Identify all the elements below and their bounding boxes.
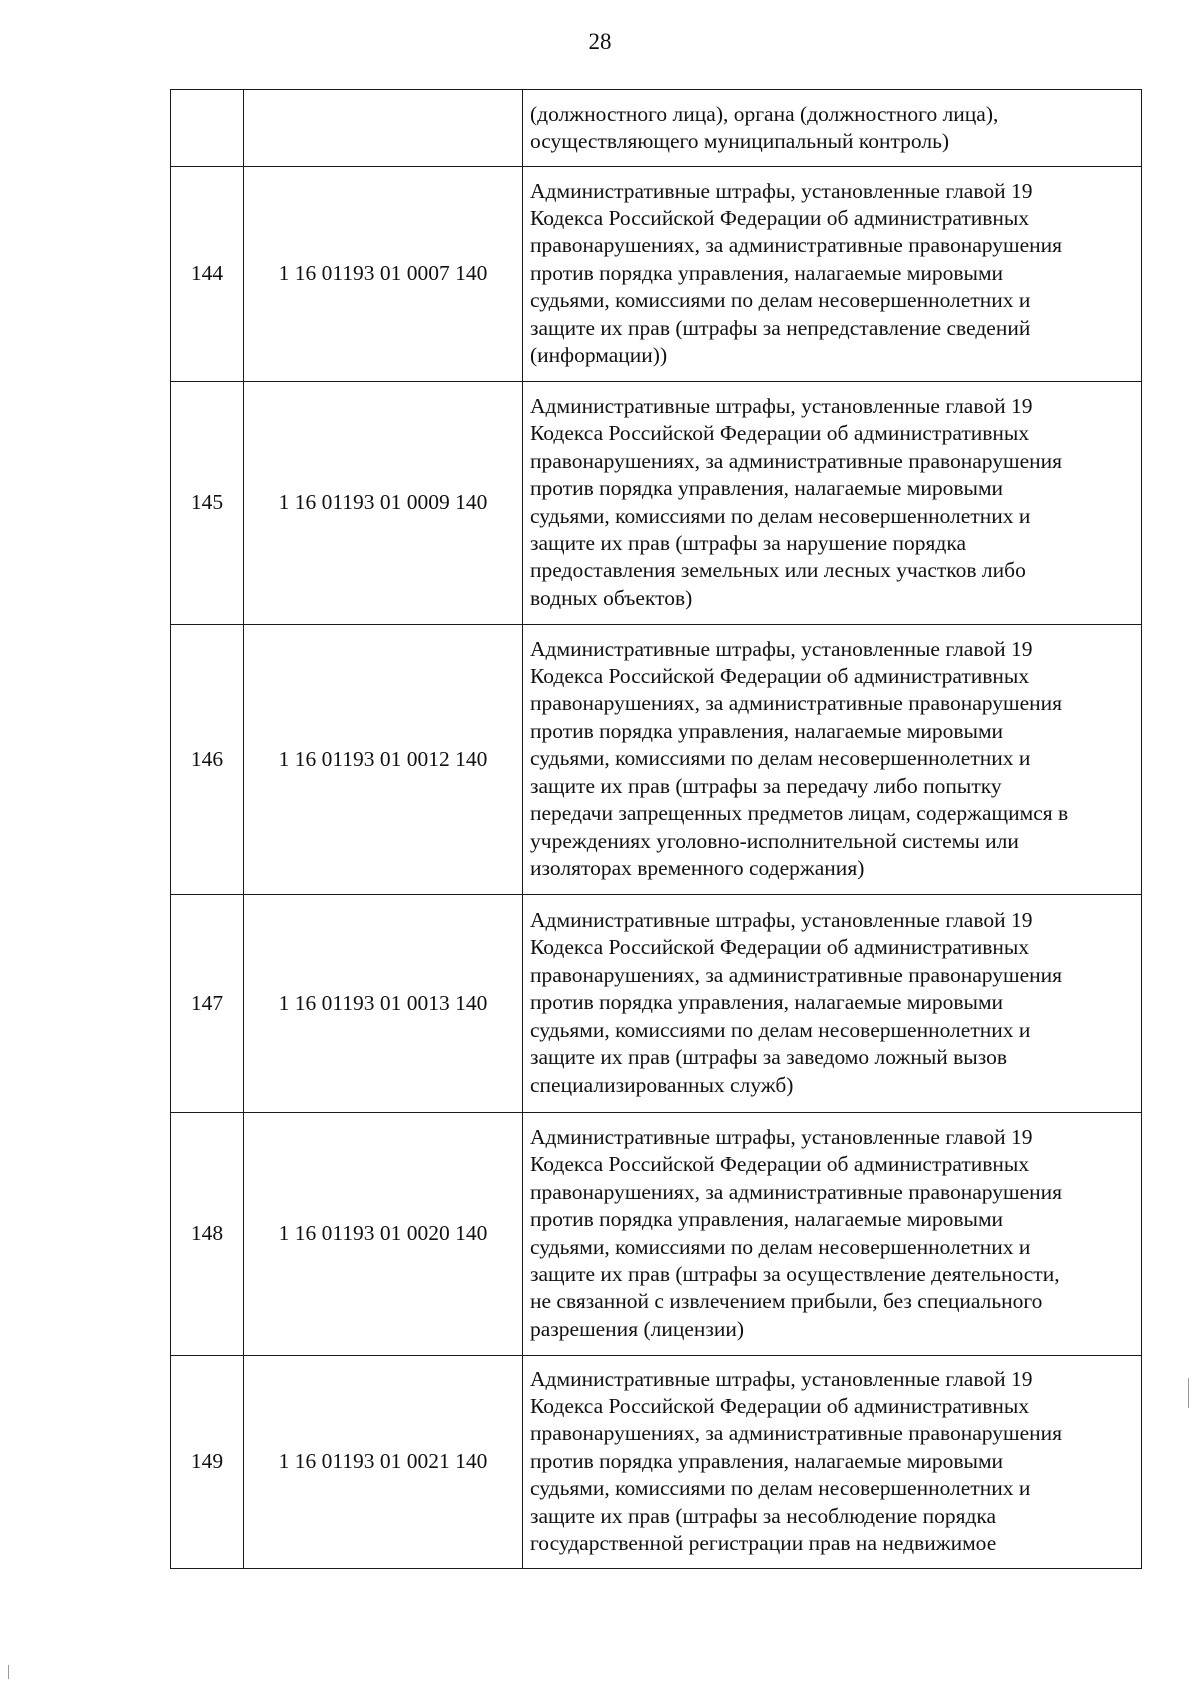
budget-code-cell: 1 16 01193 01 0007 140 xyxy=(244,167,523,382)
table-row xyxy=(171,625,1142,895)
description-cell: Административные штрафы, установленные главой 19 Кодекса Российской Федерации об административных правонарушениях, за административные правонарушения против порядка управления, налагаемые мировыми судьями, комиссиями по делам несовершеннолетних и защите их прав (штрафы за непредставление сведений (информации)) xyxy=(523,167,1142,382)
page-number: 28 xyxy=(588,29,612,54)
budget-code-cell xyxy=(244,90,523,167)
scan-margin-mark xyxy=(1188,1378,1189,1408)
budget-code-cell: 1 16 01193 01 0009 140 xyxy=(244,382,523,625)
row-number-cell xyxy=(171,90,244,167)
description-cell: Административные штрафы, установленные главой 19 Кодекса Российской Федерации об административных правонарушениях, за административные правонарушения против порядка управления, налагаемые мировыми судьями, комиссиями по делам несовершеннолетних и защите их прав (штрафы за нарушение порядка предоставления земельных или лесных участков либо водных объектов) xyxy=(523,382,1142,625)
row-number-cell: 146 xyxy=(171,625,244,895)
description-cell: Административные штрафы, установленные главой 19 Кодекса Российской Федерации об административных правонарушениях, за административные правонарушения против порядка управления, налагаемые мировыми судьями, комиссиями по делам несовершеннолетних и защите их прав (штрафы за передачу либо попытку передачи запрещенных предметов лицам, содержащимся в учреждениях уголовно-исполнительной системы или изоляторах временного содержания) xyxy=(523,625,1142,895)
scan-margin-mark xyxy=(8,1665,9,1679)
row-number-cell: 149 xyxy=(171,1356,244,1569)
table-row xyxy=(171,90,1142,167)
description-cell: Административные штрафы, установленные главой 19 Кодекса Российской Федерации об административных правонарушениях, за административные правонарушения против порядка управления, налагаемые мировыми судьями, комиссиями по делам несовершеннолетних и защите их прав (штрафы за осуществление деятельности, не связанной с извлечением прибыли, без специального разрешения (лицензии) xyxy=(523,1113,1142,1356)
budget-code-cell: 1 16 01193 01 0020 140 xyxy=(244,1113,523,1356)
budget-code-cell: 1 16 01193 01 0021 140 xyxy=(244,1356,523,1569)
table-row xyxy=(171,382,1142,625)
table-row xyxy=(171,167,1142,382)
budget-code-cell: 1 16 01193 01 0012 140 xyxy=(244,625,523,895)
table-row xyxy=(171,1356,1142,1569)
budget-codes-table xyxy=(170,89,1142,1569)
description-cell: Административные штрафы, установленные главой 19 Кодекса Российской Федерации об административных правонарушениях, за административные правонарушения против порядка управления, налагаемые мировыми судьями, комиссиями по делам несовершеннолетних и защите их прав (штрафы за заведомо ложный вызов специализированных служб) xyxy=(523,895,1142,1113)
description-cell: (должностного лица), органа (должностного лица), осуществляющего муниципальный контроль) xyxy=(523,90,1142,167)
description-cell: Административные штрафы, установленные главой 19 Кодекса Российской Федерации об административных правонарушениях, за административные правонарушения против порядка управления, налагаемые мировыми судьями, комиссиями по делам несовершеннолетних и защите их прав (штрафы за несоблюдение порядка государственной регистрации прав на недвижимое xyxy=(523,1356,1142,1569)
row-number-cell: 145 xyxy=(171,382,244,625)
budget-code-cell: 1 16 01193 01 0013 140 xyxy=(244,895,523,1113)
table-row xyxy=(171,1113,1142,1356)
row-number-cell: 148 xyxy=(171,1113,244,1356)
row-number-cell: 144 xyxy=(171,167,244,382)
table-row xyxy=(171,895,1142,1113)
row-number-cell: 147 xyxy=(171,895,244,1113)
